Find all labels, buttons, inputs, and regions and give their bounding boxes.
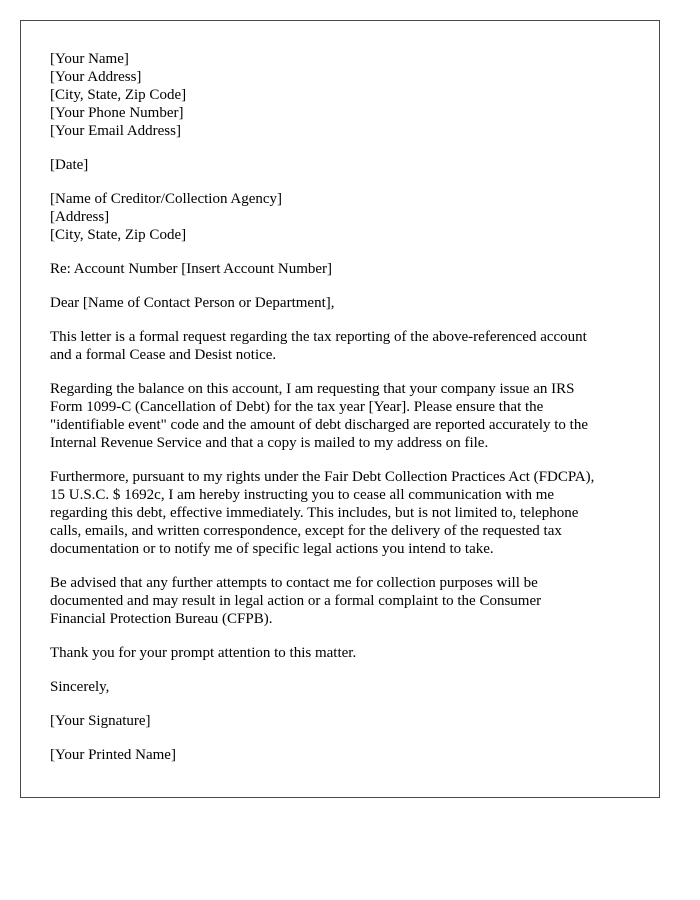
closing-block	[50, 678, 640, 696]
paragraph-line: Be advised that any further attempts to contact me for collection purposes will be	[50, 575, 538, 591]
paragraph-5	[50, 644, 640, 662]
paragraph-2	[50, 380, 640, 452]
recipient-address: [Address]	[50, 209, 110, 225]
salutation-block	[50, 294, 640, 312]
paragraph-line: Thank you for your prompt attention to this matter.	[50, 645, 357, 661]
signature-block	[50, 712, 640, 730]
sender-address: [Your Address]	[50, 69, 142, 85]
printed-name: [Your Printed Name]	[50, 747, 176, 763]
letter-body	[50, 50, 640, 780]
paragraph-line: Furthermore, pursuant to my rights under the Fair Debt Collection Practices Act (FDCPA),	[50, 469, 595, 485]
date-block	[50, 156, 640, 174]
paragraph-line: This letter is a formal request regarding the tax reporting of the above-referenced account	[50, 329, 587, 345]
paragraph-4	[50, 574, 640, 628]
sender-phone: [Your Phone Number]	[50, 105, 184, 121]
paragraph-line: calls, emails, and written correspondence, except for the delivery of the requested tax	[50, 523, 562, 539]
paragraph-line: Internal Revenue Service and that a copy is mailed to my address on file.	[50, 435, 489, 451]
sender-name: [Your Name]	[50, 51, 129, 67]
sender-email: [Your Email Address]	[50, 123, 181, 139]
recipient-name: [Name of Creditor/Collection Agency]	[50, 191, 283, 207]
paragraph-line: "identifiable event" code and the amount of debt discharged are reported accurately to the	[50, 417, 588, 433]
paragraph-line: regarding this debt, effective immediately. This includes, but is not limited to, telephone	[50, 505, 579, 521]
letter-page	[20, 20, 660, 798]
signature: [Your Signature]	[50, 713, 151, 729]
salutation: Dear [Name of Contact Person or Department],	[50, 295, 335, 311]
sender-city: [City, State, Zip Code]	[50, 87, 187, 103]
paragraph-3	[50, 468, 640, 558]
sender-block	[50, 50, 640, 140]
recipient-city: [City, State, Zip Code]	[50, 227, 187, 243]
paragraph-line: 15 U.S.C. $ 1692c, I am hereby instructing you to cease all communication with me	[50, 487, 555, 503]
printed-name-block	[50, 746, 640, 764]
re-line: Re: Account Number [Insert Account Number]	[50, 261, 333, 277]
paragraph-line: documented and may result in legal action or a formal complaint to the Consumer	[50, 593, 542, 609]
paragraph-line: documentation or to notify me of specific legal actions you intend to take.	[50, 541, 494, 557]
paragraph-line: Form 1099-C (Cancellation of Debt) for the tax year [Year]. Please ensure that the	[50, 399, 544, 415]
paragraph-line: Regarding the balance on this account, I am requesting that your company issue an IRS	[50, 381, 575, 397]
re-line-block	[50, 260, 640, 278]
paragraph-1	[50, 328, 640, 364]
paragraph-line: Financial Protection Bureau (CFPB).	[50, 611, 273, 627]
paragraph-line: and a formal Cease and Desist notice.	[50, 347, 277, 363]
recipient-block	[50, 190, 640, 244]
letter-date: [Date]	[50, 157, 89, 173]
closing: Sincerely,	[50, 679, 110, 695]
